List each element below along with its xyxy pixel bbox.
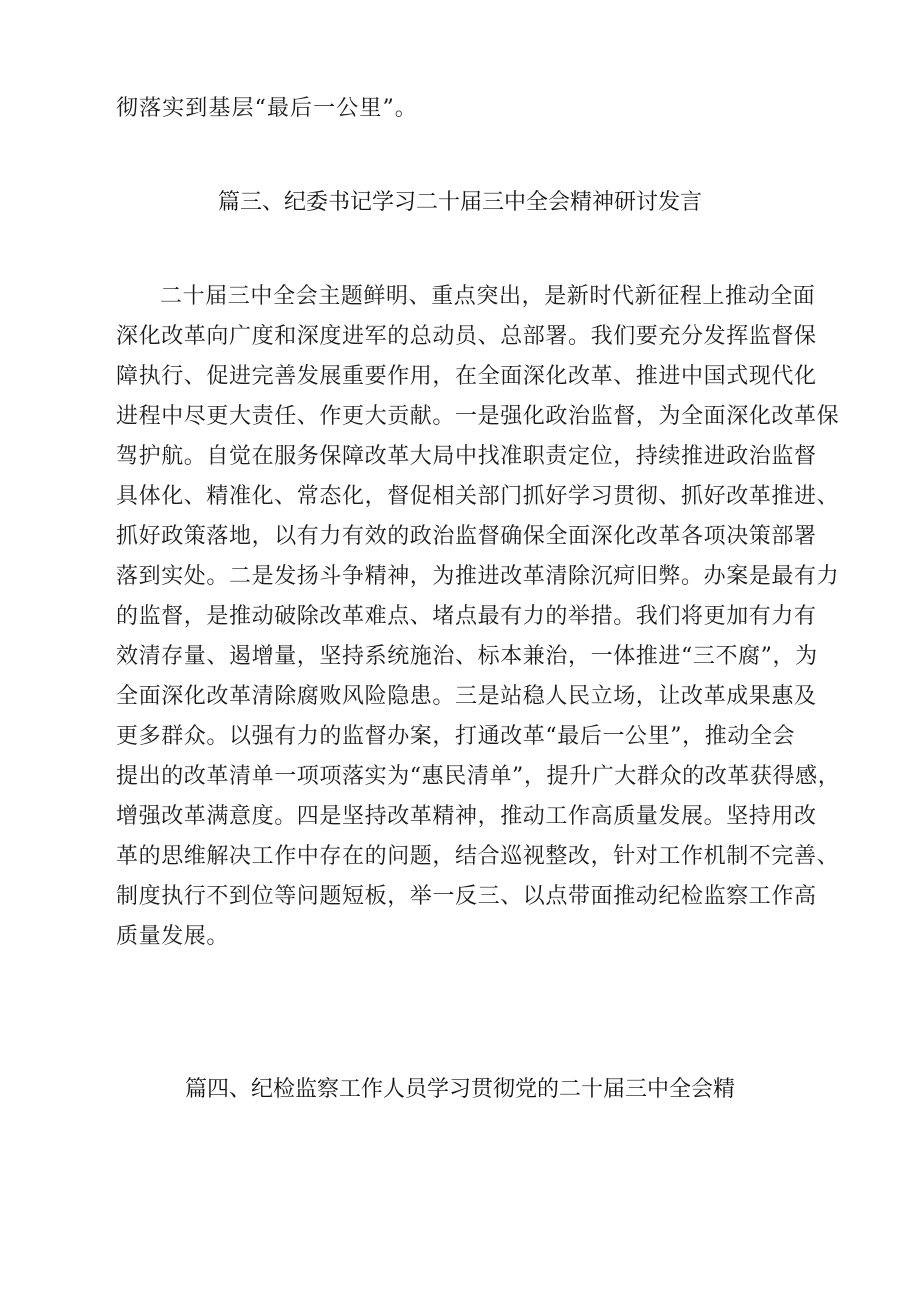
paragraph-line: 具体化、精准化、常态化，督促相关部门抓好学习贯彻、抓好改革推进、 [116,484,840,509]
paragraph-line: 更多群众。以强有力的监督办案，打通改革“最后一公里”，推动全会 [116,724,796,749]
paragraph-line: 抓好政策落地，以有力有效的政治监督确保全面深化改革各项决策部署 [116,524,817,549]
section-4-title: 篇四、纪检监察工作人员学习贯彻党的二十届三中全会精 [184,1077,735,1102]
section-3-paragraph [116,277,841,957]
paragraph-line: 革的思维解决工作中存在的问题，结合巡视整改，针对工作机制不完善、 [116,844,840,869]
continuation-line: 彻落实到基层“最后一公里”。 [116,96,418,121]
paragraph-line: 落到实处。二是发扬斗争精神，为推进改革清除沉疴旧弊。办案是最有力 [116,564,840,589]
paragraph-line: 全面深化改革清除腐败风险隐患。三是站稳人民立场，让改革成果惠及 [116,684,817,709]
paragraph-line: 障执行、促进完善发展重要作用，在全面深化改革、推进中国式现代化 [116,364,817,389]
paragraph-line: 深化改革向广度和深度进军的总动员、总部署。我们要充分发挥监督保 [116,324,817,349]
paragraph-line: 质量发展。 [116,924,230,949]
section-3-title: 篇三、纪委书记学习二十届三中全会精神研讨发言 [217,190,702,215]
paragraph-line: 制度执行不到位等问题短板，举一反三、以点带面推动纪检监察工作高 [116,884,817,909]
paragraph-line: 二十届三中全会主题鲜明、重点突出，是新时代新征程上推动全面 [160,284,816,309]
paragraph-line: 的监督，是推动破除改革难点、堵点最有力的举措。我们将更加有力有 [116,604,817,629]
paragraph-line: 进程中尽更大责任、作更大贡献。一是强化政治监督，为全面深化改革保 [116,404,840,429]
paragraph-line: 驾护航。自觉在服务保障改革大局中找准职责定位，持续推进政治监督 [116,444,817,469]
paragraph-line: 增强改革满意度。四是坚持改革精神，推动工作高质量发展。坚持用改 [116,804,817,829]
paragraph-line: 效清存量、遏增量，坚持系统施治、标本兼治，一体推进“三不腐”，为 [116,644,818,669]
paragraph-line: 提出的改革清单一项项落实为“惠民清单”，提升广大群众的改革获得感， [116,764,841,789]
